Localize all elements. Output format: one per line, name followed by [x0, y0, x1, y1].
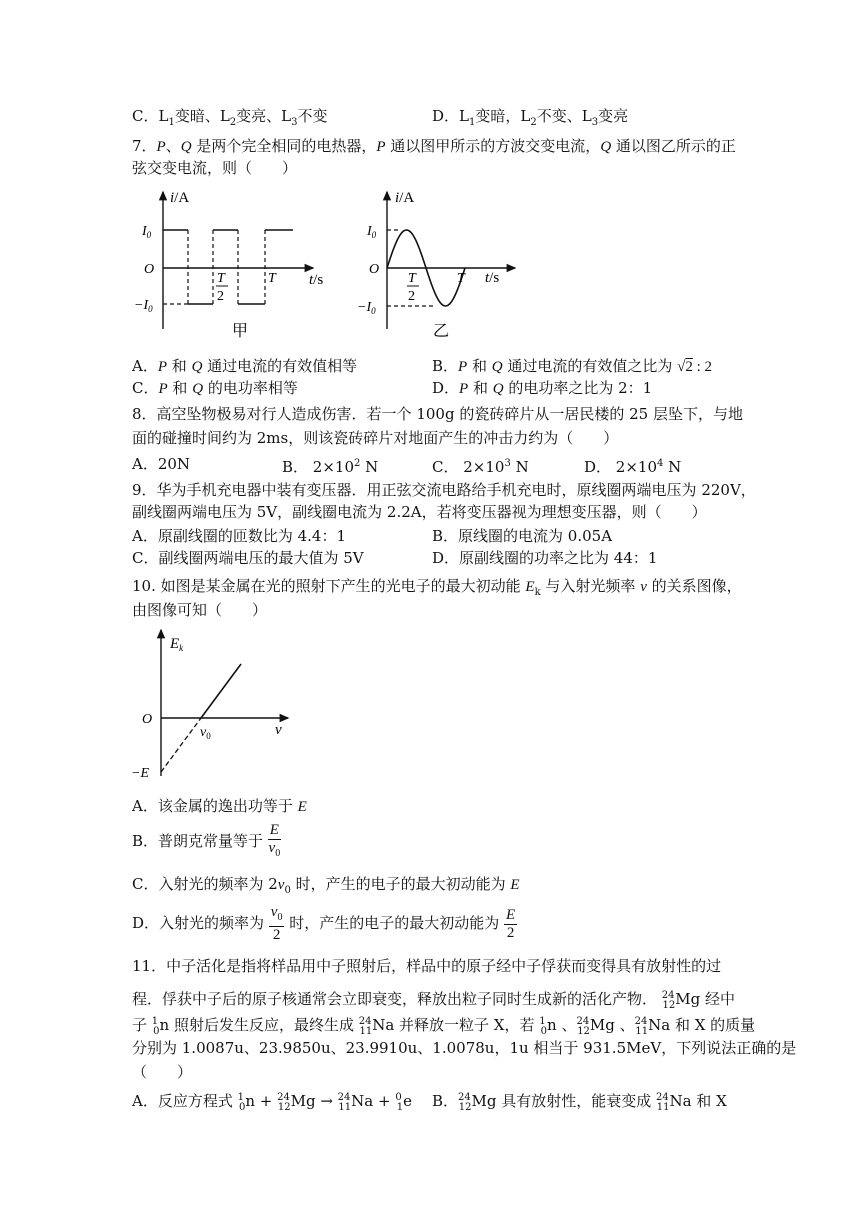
q10-ek-line-dashed	[161, 718, 201, 772]
q10-figure-ek-vs-frequency	[128, 624, 298, 782]
q10-stem-line2: 由图像可知（ ）	[132, 601, 268, 619]
q7-option-a: A．P 和 Q 通过电流的有效值相等	[132, 357, 358, 375]
q6-option-c: C．$L_1$变暗、$L_2$变亮、$L_3$不变	[132, 107, 328, 128]
q7b-negI0: $-I_0$	[357, 300, 376, 316]
q7a-I0: $I_0$	[142, 224, 152, 240]
q7a-T2-num: T	[217, 271, 225, 286]
q7b-origin: O	[369, 262, 380, 277]
q10-xlabel: ν	[275, 722, 282, 738]
q10-negE: −E	[131, 766, 149, 781]
q7-stem-line1: 7．P、Q 是两个完全相同的电热器，P 通以图甲所示的方波交变电流，Q 通以图乙所示的正	[132, 137, 736, 155]
q10-ek-line-solid	[201, 664, 241, 718]
q7b-T: T	[457, 271, 465, 286]
q7b-T2-num: T	[408, 271, 416, 286]
q10-nu0: $\nu_0$	[200, 725, 211, 741]
q7-figure-sine-wave	[345, 184, 545, 344]
q8-option-b: B． $2\times 10^2$ N	[282, 458, 379, 476]
q7-option-c: C．P 和 Q 的电功率相等	[132, 379, 298, 397]
q8-option-c: C． $2\times 10^3$ N	[432, 458, 529, 476]
q7a-caption: 甲	[232, 323, 249, 340]
q11-option-b: B．$^{24}_{12}$Mg 具有放射性，能衰变成 $^{24}_{11}$Na 和 X	[432, 1092, 727, 1113]
q8-stem-line1: 8．高空坠物极易对行人造成伤害．若一个 100g 的瓷砖碎片从一居民楼的 25 层坠下，与地	[132, 405, 743, 423]
q11-stem-line5: （ ）	[132, 1063, 193, 1081]
q7a-origin: O	[144, 262, 155, 277]
q8-option-d: D． $2\times 10^4$ N	[584, 458, 682, 476]
q7-option-b: B．P 和 Q 通过电流的有效值之比为 √2 : 2	[432, 357, 713, 375]
q11-stem-line1: 11．中子活化是指将样品用中子照射后，样品中的原子经中子俘获而变得具有放射性的过	[132, 957, 722, 975]
q7b-ylabel: i/A	[395, 190, 415, 206]
q7a-waveform-dashed	[163, 230, 265, 304]
q7b-xlabel: t/s	[485, 270, 500, 286]
q7b-caption: 乙	[433, 323, 450, 340]
q7-figure-square-wave	[128, 184, 328, 344]
q11-option-a: A．反应方程式 $^1_0$n + $^{24}_{12}$Mg → $^{24}_{11}$Na + $^0_1$e	[132, 1092, 412, 1113]
q7a-ylabel: i/A	[170, 190, 190, 206]
q7a-negI0: $-I_0$	[134, 298, 153, 314]
q9-option-b: B．原线圈的电流为 0.05A	[432, 527, 613, 545]
q9-option-d: D．原副线圈的功率之比为 44：1	[432, 549, 658, 567]
q7b-I0: $I_0$	[367, 224, 377, 240]
q8-stem-line2: 面的碰撞时间约为 2ms，则该瓷砖碎片对地面产生的冲击力约为（ ）	[132, 429, 619, 447]
q8-option-a: A．20N	[132, 455, 191, 473]
q7b-T2-den: 2	[408, 289, 415, 304]
q9-stem-line1: 9．华为手机充电器中装有变压器．用正弦交流电路给手机充电时，原线圈两端电压为 220V，	[132, 481, 756, 499]
q7-stem-line2: 弦交变电流，则（ ）	[132, 159, 298, 177]
q11-stem-line2: 程．俘获中子后的原子核通常会立即衰变，释放出粒子同时生成新的活化产物． $^{24}_{12}$Mg 经中	[132, 990, 735, 1011]
q7-option-d: D．P 和 Q 的电功率之比为 2：1	[432, 379, 653, 397]
q10-origin: O	[142, 712, 153, 727]
q7a-T: T	[268, 271, 276, 286]
q10-ylabel: $E_k$	[170, 636, 184, 653]
q9-option-a: A．原副线圈的匝数比为 4.4：1	[132, 527, 347, 545]
q10-option-a: A．该金属的逸出功等于 E	[132, 797, 307, 815]
q7a-waveform	[163, 230, 293, 304]
q11-stem-line3: 子 $^1_0$n 照射后发生反应，最终生成 $^{24}_{11}$Na 并释放一粒子 X，若 $^1_0$n 、$^{24}_{12}$Mg 、$^{24}_{11}$Na 和 X 的质量	[132, 1016, 756, 1037]
q10-stem-line1: 10. 如图是某金属在光的照射下产生的光电子的最大初动能 $E_k$ 与入射光频率 ν 的关系图像，	[132, 577, 742, 598]
q10-option-d: D．入射光的频率为 $\frac{\nu_0}{2}$ 时，产生的电子的最大初动能为 $\frac{E}{2}$	[132, 904, 516, 943]
q6-option-d: D．$L_1$变暗，$L_2$不变、$L_3$变亮	[432, 107, 629, 128]
q10-option-b: B．普朗克常量等于 $\frac{E}{\nu_0}$	[132, 822, 281, 859]
q9-option-c: C．副线圈两端电压的最大值为 5V	[132, 549, 364, 567]
q7a-T2-den: 2	[217, 289, 224, 304]
q11-stem-line4: 分别为 1.0087u、23.9850u、23.9910u、1.0078u，1u 相当于 931.5MeV，下列说法正确的是	[132, 1039, 797, 1057]
q9-stem-line2: 副线圈两端电压为 5V，副线圈电流为 2.2A，若将变压器视为理想变压器，则（ ）	[132, 503, 707, 521]
q10-option-c: C．入射光的频率为 $2\nu_0$ 时，产生的电子的最大初动能为 E	[132, 875, 520, 896]
q7a-xlabel: t/s	[309, 272, 324, 288]
